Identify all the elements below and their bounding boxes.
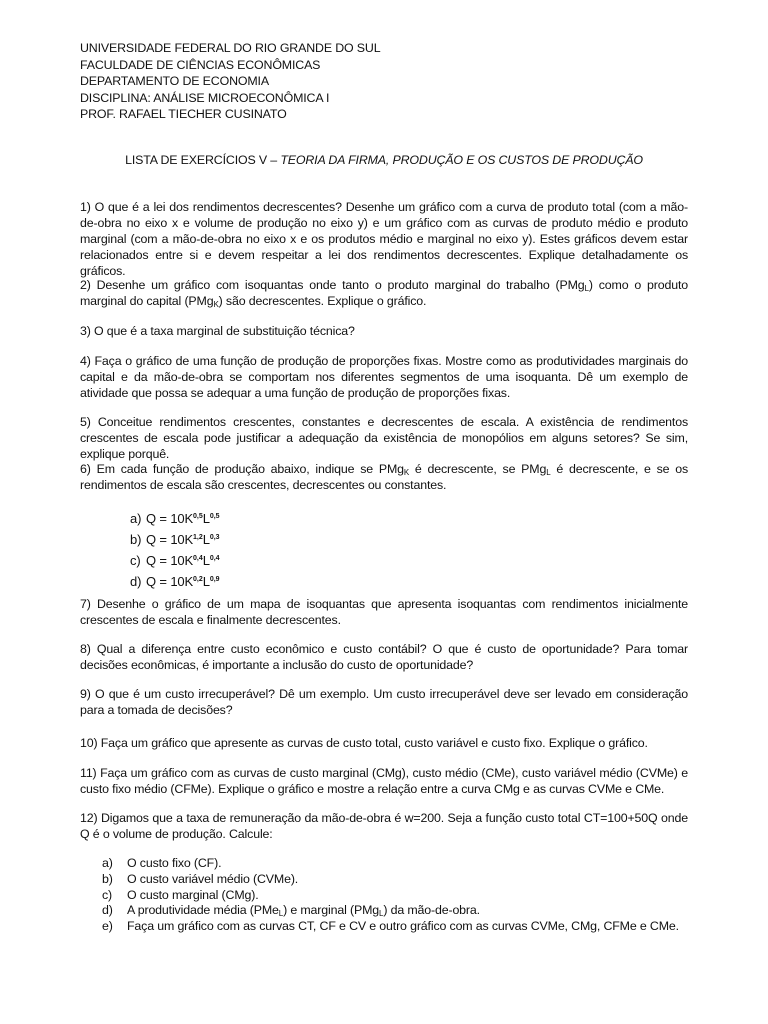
header-faculty: FACULDADE DE CIÊNCIAS ECONÔMICAS bbox=[80, 57, 321, 72]
question-6 bbox=[80, 461, 688, 493]
question-6-text: 6) Em cada função de produção abaixo, indique se PMg$_K$ é decrescente, se PMg$_L$ é decrescente, e se os rendimentos de escala são crescentes, decrescentes ou constantes. bbox=[80, 462, 688, 492]
title-prefix: LISTA DE EXERCÍCIOS V – bbox=[125, 153, 281, 167]
question-7 bbox=[80, 596, 688, 628]
question-10 bbox=[80, 735, 688, 751]
document-header bbox=[80, 40, 380, 123]
question-5 bbox=[80, 414, 688, 462]
question-2 bbox=[80, 277, 688, 309]
header-university: UNIVERSIDADE FEDERAL DO RIO GRANDE DO SUL bbox=[80, 41, 381, 55]
question-7-text: 7) Desenhe o gráfico de um mapa de isoquantas que apresenta isoquantas com rendimentos inicialmente crescentes de escala e finalmente decrescentes. bbox=[80, 597, 688, 627]
function-item: a) $Q = 10K^{0,5}L^{0,5}$ bbox=[130, 511, 220, 526]
list-item: b) O custo variável médio (CVMe). bbox=[102, 871, 299, 886]
list-item: e) Faça um gráfico com as curvas CT, CF e CV e outro gráfico com as curvas CVMe, CMg, CFMe e CMe. bbox=[102, 919, 679, 934]
question-8 bbox=[80, 641, 688, 673]
question-12 bbox=[80, 810, 688, 842]
question-8-text: 8) Qual a diferença entre custo econômico e custo contábil? O que é custo de oportunidade? Para tomar decisões econômicas, é importante a inclusão do custo de oportunidade? bbox=[80, 642, 688, 672]
question-9-text: 9) O que é um custo irrecuperável? Dê um exemplo. Um custo irrecuperável deve ser levado em consideração para a tomada de decisões? bbox=[80, 687, 688, 717]
question-11-text: 11) Faça um gráfico com as curvas de custo marginal (CMg), custo médio (CMe), custo variável médio (CVMe) e custo fixo médio (CFMe). Explique o gráfico e mostre a relação entre a curva CMg e as curvas CVMe e CMe. bbox=[80, 766, 688, 796]
title-italic: TEORIA DA FIRMA, PRODUÇÃO E OS CUSTOS DE PRODUÇÃO bbox=[280, 153, 643, 167]
question-2-text: 2) Desenhe um gráfico com isoquantas onde tanto o produto marginal do trabalho (PMg$_L$) como o produto marginal do capital (PMg$_K$) são decrescentes. Explique o gráfico. bbox=[80, 278, 688, 309]
question-3 bbox=[80, 323, 688, 339]
question-12-text: 12) Digamos que a taxa de remuneração da mão-de-obra é w=200. Seja a função custo total CT=100+50Q onde Q é o volume de produção. Calcule: bbox=[80, 811, 688, 841]
question-1-text: 1) O que é a lei dos rendimentos decrescentes? Desenhe um gráfico com a curva de produto total (com a mão-de-obra no eixo x e volume de produção no eixo y) e um gráfico com as curvas de produto médio e produto marginal (com a mão-de-obra no eixo x e os produtos médio e marginal no eixo y). Estes gráficos devem estar relacionados entre si e devem respeitar a lei dos rendimentos decrescentes. Explique detalhadamente os gráficos. bbox=[80, 200, 688, 278]
function-item: c) $Q = 10K^{0,4}L^{0,4}$ bbox=[130, 553, 220, 568]
question-5-text: 5) Conceitue rendimentos crescentes, constantes e decrescentes de escala. A existência de rendimentos crescentes de escala pode justificar a adequação da existência de monopólios em alguns setores? Se sim, explique porquê. bbox=[80, 415, 688, 461]
function-item: d) $Q = 10K^{0,2}L^{0,9}$ bbox=[130, 574, 220, 589]
question-10-text: 10) Faça um gráfico que apresente as curvas de custo total, custo variável e custo fixo. Explique o gráfico. bbox=[80, 736, 648, 750]
question-6-functions bbox=[130, 507, 220, 591]
document-title bbox=[0, 152, 768, 168]
question-1 bbox=[80, 199, 688, 279]
question-11 bbox=[80, 765, 688, 797]
header-department: DEPARTAMENTO DE ECONOMIA bbox=[80, 74, 269, 88]
list-item: d) A produtividade média (PMe$_L$) e marginal (PMg$_L$) da mão-de-obra. bbox=[102, 903, 480, 919]
question-9 bbox=[80, 686, 688, 718]
list-item: a) O custo fixo (CF). bbox=[102, 856, 222, 870]
header-discipline: DISCIPLINA: ANÁLISE MICROECONÔMICA I bbox=[80, 90, 330, 105]
header-professor: PROF. RAFAEL TIECHER CUSINATO bbox=[80, 107, 287, 121]
question-3-text: 3) O que é a taxa marginal de substituição técnica? bbox=[80, 324, 355, 338]
question-4-text: 4) Faça o gráfico de uma função de produção de proporções fixas. Mostre como as produtividades marginais do capital e da mão-de-obra se comportam nos diferentes segmentos de uma isoquanta. Dê um exemplo de atividade que possa se adequar a uma função de produção de proporções fixas. bbox=[80, 354, 688, 400]
question-12-items bbox=[102, 856, 702, 935]
function-item: b) $Q = 10K^{1,2}L^{0,3}$ bbox=[130, 532, 220, 547]
list-item: c) O custo marginal (CMg). bbox=[102, 887, 259, 902]
question-4 bbox=[80, 353, 688, 401]
